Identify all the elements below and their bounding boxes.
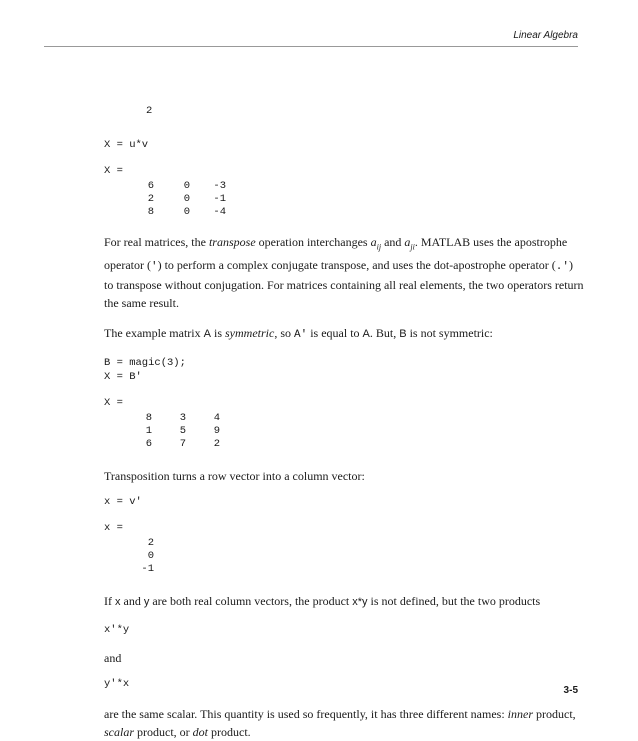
text-run: . MATLAB uses the apostrophe operator (	[104, 235, 568, 273]
code-line: x'*y	[104, 624, 130, 637]
symbol-aij	[370, 235, 382, 252]
code-line: X = u*v	[104, 139, 149, 151]
matrix-cell: 8	[145, 412, 152, 425]
code-x-times-y: x*y	[352, 596, 368, 609]
code-B: B	[399, 328, 407, 341]
matrix-cell: 4	[213, 412, 220, 425]
text-run: are both real column vectors, the product	[149, 594, 353, 609]
output-label: x =	[104, 522, 123, 535]
operator-dot-apostrophe: .'	[555, 261, 569, 274]
matrix-row	[118, 563, 584, 576]
text-run: . But,	[369, 326, 400, 341]
text-run: product.	[208, 725, 251, 740]
page-number: 3-5	[563, 685, 578, 696]
text-run: , so	[274, 326, 294, 341]
output-label: X =	[104, 397, 123, 410]
paragraph-scalar	[104, 705, 584, 741]
text-run: operation interchanges	[255, 235, 371, 249]
paragraph-and: and	[104, 651, 122, 666]
matrix-cell: 6	[145, 438, 152, 451]
matrix-row	[118, 193, 584, 206]
text-run: and	[381, 235, 405, 249]
matrix-row	[118, 412, 584, 425]
text-run: product,	[533, 707, 576, 722]
text-run: is	[210, 326, 225, 341]
matrix-row	[118, 180, 584, 193]
matrix-cell: -1	[141, 563, 154, 576]
matrix-row	[118, 537, 584, 550]
matrix-cell: 3	[179, 412, 186, 425]
text-run: and	[120, 594, 144, 609]
term-scalar: scalar	[104, 725, 134, 740]
paragraph-products	[104, 592, 584, 611]
matrix-cell: -4	[213, 206, 226, 218]
matrix-row	[118, 550, 584, 563]
text-run: ) to transpose without conjugation. For matrices containing all real elements, the two operators return the same result.	[104, 258, 584, 311]
code-line: X = B'	[104, 371, 142, 384]
text-run: If	[104, 594, 115, 609]
term-inner: inner	[507, 707, 534, 722]
matrix-cell: 5	[179, 425, 186, 438]
code-x: x	[115, 596, 121, 609]
matrix-output-x1	[118, 180, 584, 219]
code-line: B = magic(3);	[104, 357, 186, 370]
matrix-cell: -3	[213, 180, 226, 192]
matrix-cell: 8	[147, 206, 154, 218]
text-run: is equal to	[307, 326, 363, 341]
matrix-row	[118, 438, 584, 451]
matrix-row	[118, 206, 584, 219]
matrix-output-x2	[118, 412, 584, 451]
paragraph-symmetric	[104, 324, 584, 344]
subscript-ij: ij	[376, 242, 382, 252]
text-run: is not symmetric:	[406, 326, 493, 341]
symbol-aji	[404, 235, 415, 252]
matrix-row	[118, 425, 584, 438]
operator-apostrophe: '	[150, 261, 158, 274]
text-run: The example matrix	[104, 326, 204, 341]
matrix-cell: -1	[213, 193, 226, 205]
text-run: is not defined, but the two products	[367, 594, 541, 609]
code-line: x = v'	[104, 496, 142, 509]
matrix-cell: 0	[147, 550, 154, 563]
running-header: Linear Algebra	[513, 30, 578, 41]
text-run: product, or	[134, 725, 193, 740]
subscript-ji: ji	[410, 242, 415, 252]
term-dot: dot	[192, 725, 208, 740]
page-content	[104, 104, 584, 741]
code-line: y'*x	[104, 678, 130, 691]
code-A: A	[203, 328, 211, 341]
matrix-cell: 6	[147, 180, 154, 192]
term-transpose: transpose	[208, 235, 256, 249]
symbol-a: a	[370, 235, 377, 249]
term-symmetric: symmetric	[225, 326, 275, 341]
matrix-cell: 1	[145, 425, 152, 438]
matrix-cell: 2	[147, 193, 154, 205]
matrix-cell: 2	[213, 438, 220, 451]
output-value: 2	[146, 105, 153, 117]
code-A-prime: A'	[294, 329, 308, 342]
text-run: are the same scalar. This quantity is used so frequently, it has three different names:	[104, 707, 508, 722]
text-run: For real matrices, the	[104, 235, 209, 249]
symbol-a: a	[404, 235, 411, 249]
code-y: y	[143, 596, 150, 609]
output-label: X =	[104, 165, 123, 177]
matrix-cell: 7	[179, 438, 186, 451]
vector-output-x	[118, 537, 584, 576]
matrix-cell: 2	[147, 537, 154, 550]
matrix-cell: 9	[213, 425, 220, 438]
text-run: ) to perform a complex conjugate transpose, and uses the dot-apostrophe operator (	[157, 258, 556, 273]
header-rule	[44, 46, 578, 47]
paragraph-transpose	[104, 233, 584, 312]
matrix-cell: 0	[183, 206, 190, 218]
code-A: A	[362, 328, 370, 341]
paragraph-transposition: Transposition turns a row vector into a column vector:	[104, 469, 365, 484]
matrix-cell: 0	[183, 180, 190, 192]
matrix-cell: 0	[183, 193, 190, 205]
